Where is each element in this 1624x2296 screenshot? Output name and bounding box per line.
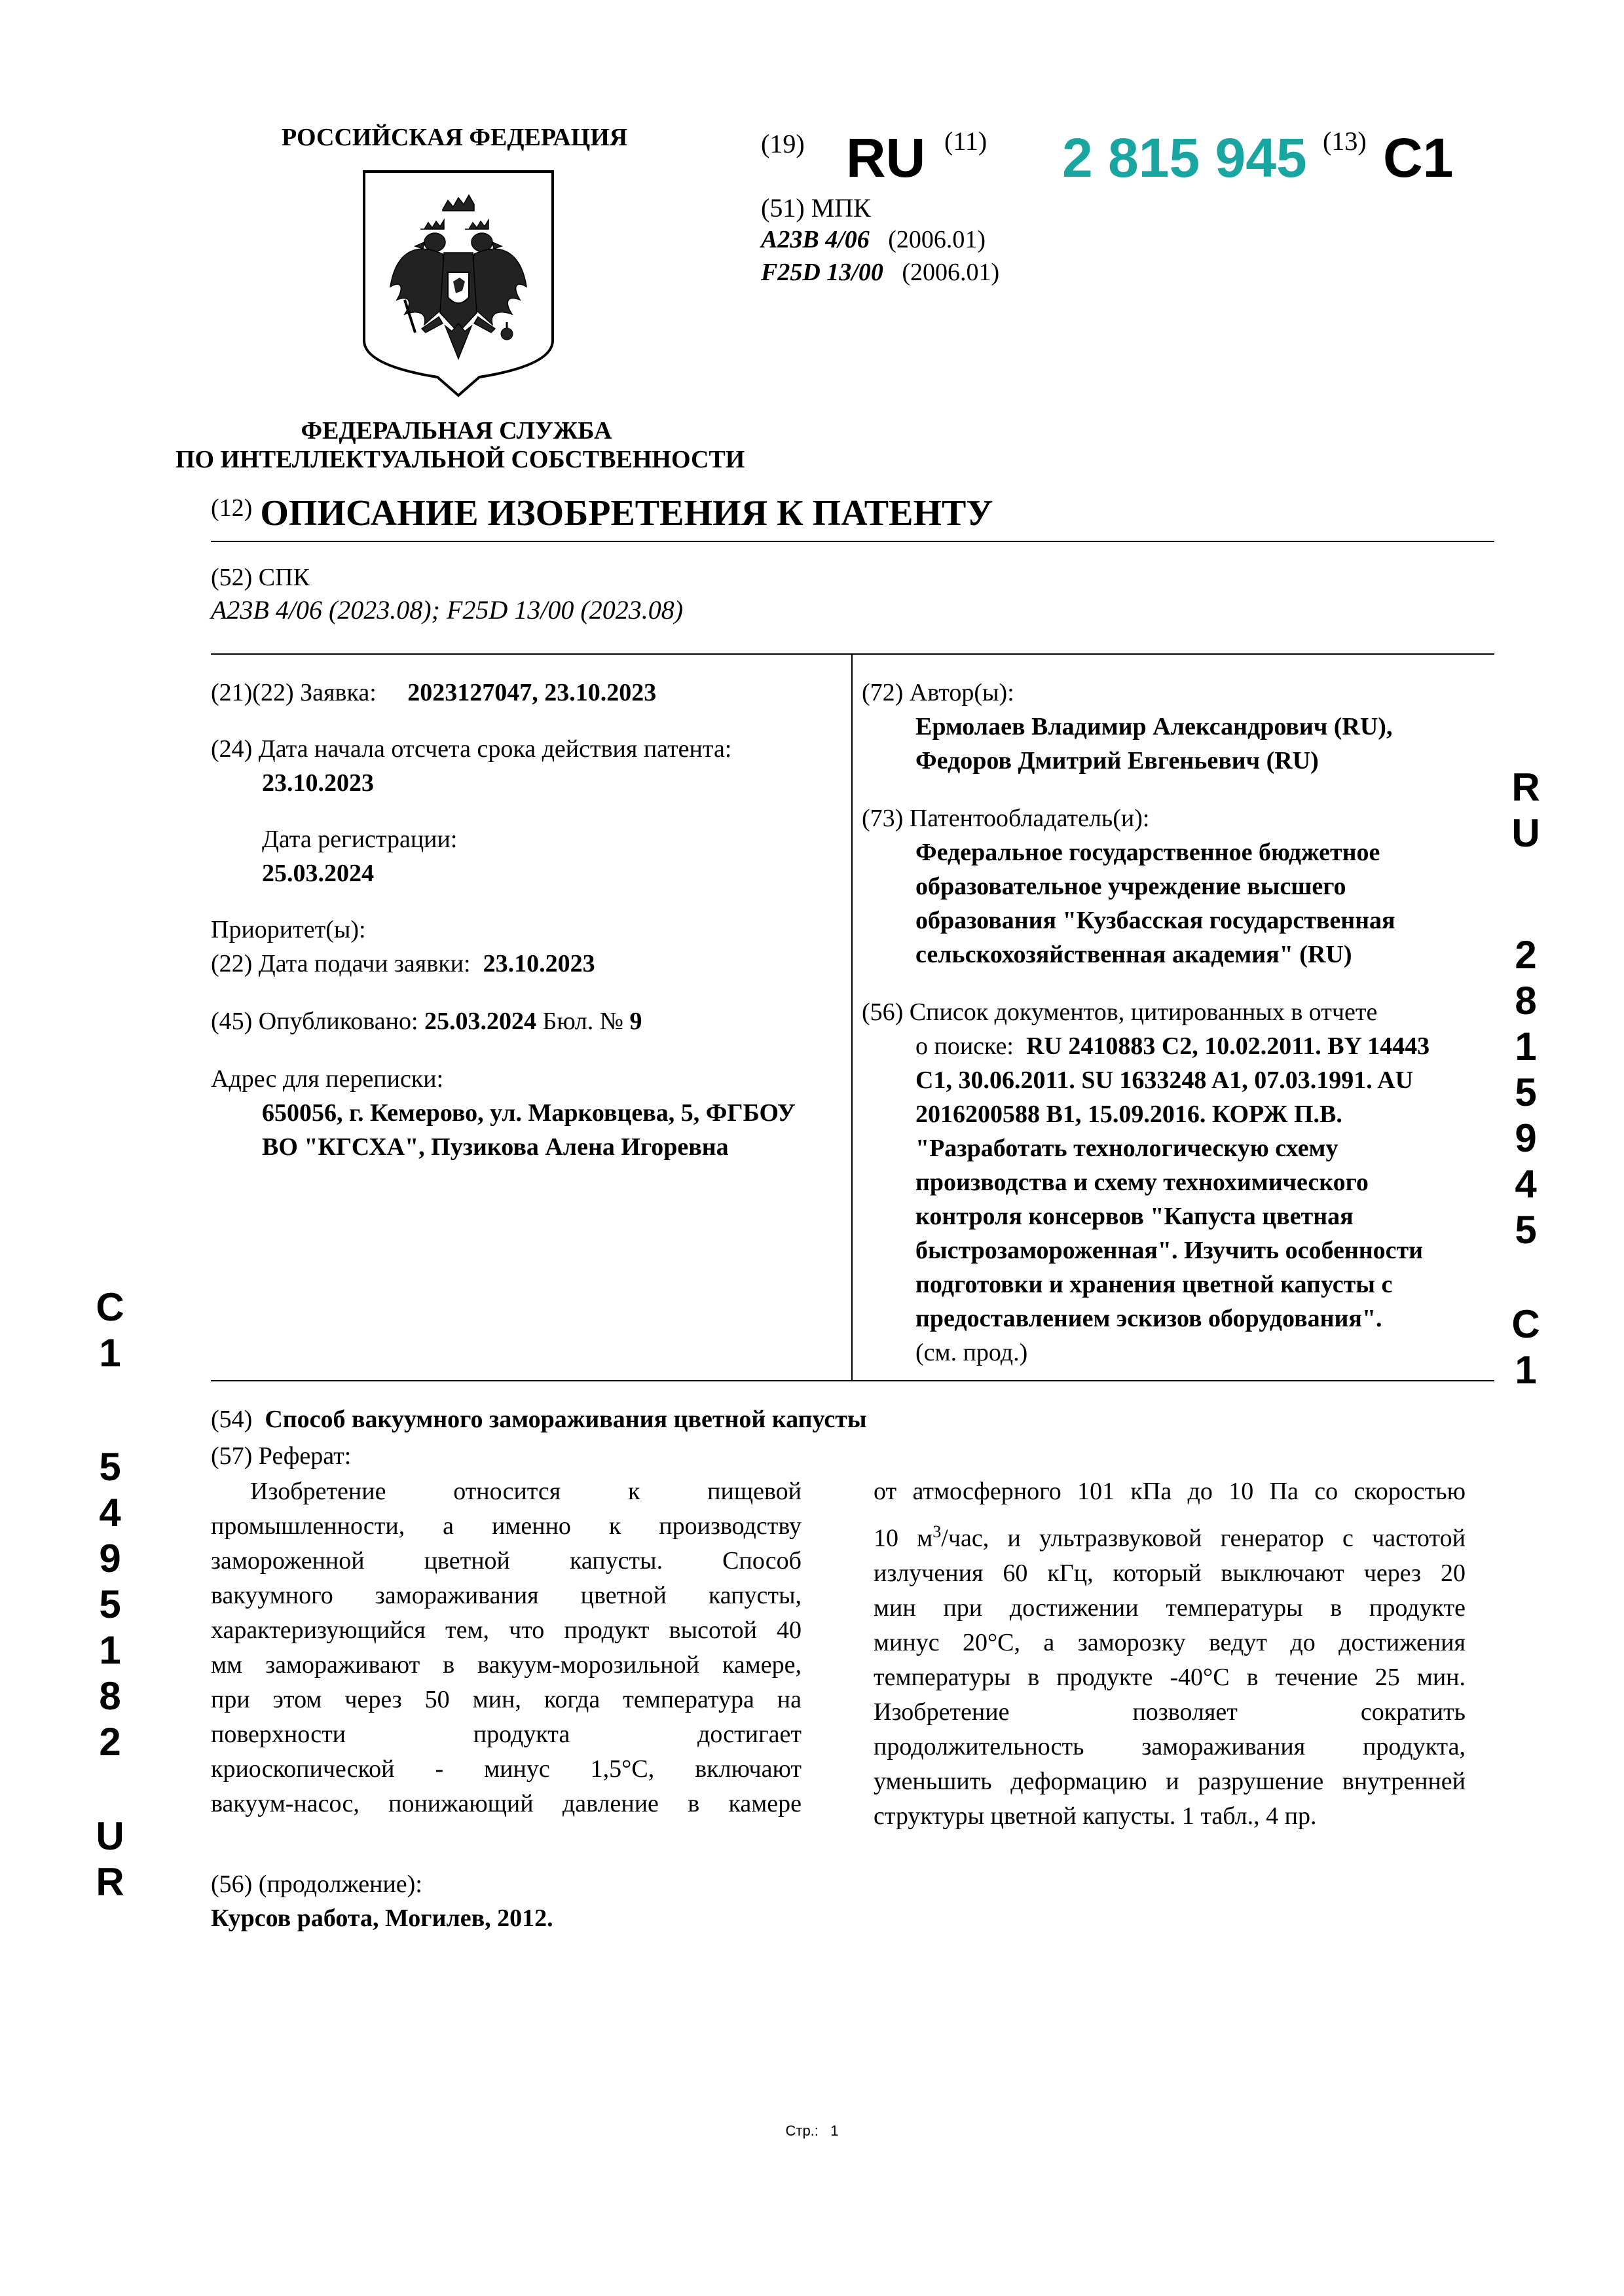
abstract-line: при этом через 50 мин, когда температура на — [211, 1686, 802, 1713]
abstract-line: структуры цветной капусты. 1 табл., 4 пр. — [874, 1802, 1317, 1830]
term-start-label: (24) Дата начала отсчета срока действия патента: — [211, 735, 732, 763]
ipc-label: (51) МПК — [761, 193, 871, 223]
inid-code-54: (54) — [211, 1406, 253, 1433]
document-title — [211, 492, 993, 534]
application-field — [211, 676, 656, 710]
abstract-line: мм замораживают в вакуум-морозильной камере, — [211, 1651, 802, 1679]
application-value: 2023127047, 23.10.2023 — [407, 679, 657, 706]
cpc-label: (52) СПК — [211, 564, 310, 591]
document-title-text: ОПИСАНИЕ ИЗОБРЕТЕНИЯ К ПАТЕНТУ — [260, 493, 993, 534]
abstract-line: минус 20°С, а заморозку ведут до достижения — [874, 1628, 1466, 1656]
biblio-divider — [211, 1380, 1494, 1381]
cited-doc: RU 2410883 C2, 10.02.2011. BY 14443 — [1025, 1032, 1430, 1060]
registration-label: Дата регистрации: — [262, 826, 458, 853]
invention-title: Способ вакуумного замораживания цветной капусты — [265, 1406, 867, 1433]
ipc-entry — [761, 258, 999, 287]
abstract-line: промышленности, а именно к производству — [211, 1512, 802, 1540]
abstract-line: криоскопической - минус 1,5°С, включают — [211, 1755, 802, 1783]
column-separator — [851, 653, 853, 1380]
abstract-line: уменьшить деформацию и разрушение внутренней — [874, 1767, 1466, 1795]
side-code-char: 9 — [99, 1537, 121, 1580]
country-code: RU — [846, 127, 926, 189]
abstract-text: /час, и ультразвуковой генератор с частотой — [941, 1524, 1466, 1552]
registration-value: 25.03.2024 — [262, 860, 374, 887]
abstract-column-2 — [874, 1474, 1466, 1834]
side-code-char: 5 — [1515, 1070, 1537, 1114]
abstract-line: вакуум-насос, понижающий давление в камере — [211, 1790, 802, 1817]
country-name: РОССИЙСКАЯ ФЕДЕРАЦИЯ — [282, 124, 628, 151]
side-code-char: 2 — [99, 1720, 121, 1764]
holder-label: (73) Патентообладатель(и): — [862, 805, 1150, 832]
holder-line: сельскохозяйственная академия" (RU) — [915, 941, 1352, 968]
abstract-column-1 — [211, 1474, 802, 1821]
side-code-char: 5 — [99, 1582, 121, 1626]
cited-label: (56) Список документов, цитированных в отчете — [862, 998, 1378, 1026]
ipc-code: A23B 4/06 — [761, 226, 870, 253]
abstract-label: (57) Реферат: — [211, 1442, 352, 1470]
term-start-value: 23.10.2023 — [262, 769, 374, 797]
abstract-line: излучения 60 кГц, который выключают через 20 — [874, 1559, 1466, 1587]
side-code-char: R — [1511, 765, 1540, 809]
side-code-char: 9 — [1515, 1116, 1537, 1160]
abstract-line: от атмосферного 101 кПа до 10 Па со скоростью — [874, 1478, 1466, 1505]
side-code-char: 1 — [1515, 1348, 1537, 1392]
inid-code-19: (19) — [761, 129, 805, 158]
continuation-value: Курсов работа, Могилев, 2012. — [211, 1904, 553, 1932]
cpc-value: A23B 4/06 (2023.08); F25D 13/00 (2023.08) — [211, 595, 684, 625]
side-code-char: U — [1511, 811, 1540, 855]
cited-doc: "Разработать технологическую схему — [915, 1135, 1338, 1162]
continuation-label: (56) (продолжение): — [211, 1870, 422, 1898]
side-code-char: 5 — [99, 1445, 121, 1489]
address-label: Адрес для переписки: — [211, 1065, 444, 1093]
side-code-char: C — [96, 1285, 124, 1329]
side-code-char: R — [96, 1860, 124, 1904]
side-code-char: 1 — [1515, 1025, 1537, 1068]
abstract-line: характеризующийся тем, что продукт высотой 40 — [211, 1616, 802, 1644]
inid-code-11: (11) — [944, 126, 987, 156]
service-name-line2: ПО ИНТЕЛЛЕКТУАЛЬНОЙ СОБСТВЕННОСТИ — [175, 446, 745, 473]
side-code-char: C — [1511, 1302, 1540, 1346]
side-code-char: 4 — [99, 1491, 121, 1535]
bulletin-label: Бюл. № — [542, 1008, 623, 1035]
abstract-line: Изобретение относится к пищевой — [250, 1478, 802, 1505]
author-name: Ермолаев Владимир Александрович (RU), — [915, 713, 1393, 740]
holder-line: образовательное учреждение высшего — [915, 873, 1346, 900]
inid-code-13: (13) — [1323, 126, 1367, 156]
abstract-line: продолжительность замораживания продукта, — [874, 1732, 1466, 1760]
page-footer — [0, 2123, 1624, 2140]
cited-doc: C1, 30.06.2011. SU 1633248 A1, 07.03.1991. AU — [915, 1066, 1414, 1094]
invention-title-field — [211, 1402, 867, 1436]
ipc-entry — [761, 225, 986, 254]
ipc-version: (2006.01) — [888, 226, 986, 253]
cited-label-cont: о поиске: — [915, 1032, 1014, 1060]
filing-date-field — [211, 947, 595, 981]
coat-of-arms-russia-icon — [361, 169, 555, 398]
authors-label: (72) Автор(ы): — [862, 679, 1014, 706]
page-number: 1 — [830, 2123, 839, 2139]
superscript: 3 — [932, 1522, 942, 1541]
cited-continued: (см. прод.) — [915, 1339, 1028, 1366]
cited-doc: быстрозамороженная". Изучить особенности — [915, 1237, 1424, 1264]
ipc-version: (2006.01) — [902, 259, 1000, 286]
side-code-char: U — [96, 1814, 124, 1858]
side-code-char: 8 — [1515, 979, 1537, 1023]
cited-doc: производства и схему технохимического — [915, 1169, 1369, 1196]
patent-number: 2 815 945 — [1062, 127, 1307, 189]
published-field — [211, 1004, 642, 1038]
address-line: ВО "КГСХА", Пузикова Алена Игоревна — [262, 1133, 729, 1161]
published-label: (45) Опубликовано: — [211, 1008, 418, 1035]
inid-code-12: (12) — [211, 494, 253, 522]
page-label: Стр.: — [785, 2123, 819, 2139]
author-name: Федоров Дмитрий Евгеньевич (RU) — [915, 747, 1319, 774]
abstract-text: 10 м — [874, 1524, 933, 1552]
cpc-divider — [211, 653, 1494, 655]
holder-line: Федеральное государственное бюджетное — [915, 839, 1380, 866]
kind-code: C1 — [1383, 127, 1454, 189]
published-value: 25.03.2024 — [424, 1008, 537, 1035]
application-label: (21)(22) Заявка: — [211, 679, 377, 706]
cited-first-line — [915, 1029, 1430, 1063]
ipc-code: F25D 13/00 — [761, 259, 883, 286]
bulletin-value: 9 — [629, 1008, 642, 1035]
side-code-char: 1 — [99, 1628, 121, 1672]
abstract-line: мин при достижении температуры в продукте — [874, 1594, 1466, 1622]
filing-label: (22) Дата подачи заявки: — [211, 950, 471, 977]
cited-doc: контроля консервов "Капуста цветная — [915, 1203, 1354, 1230]
abstract-line: поверхности продукта достигает — [211, 1721, 802, 1748]
address-line: 650056, г. Кемерово, ул. Марковцева, 5, ФГБОУ — [262, 1099, 796, 1127]
priority-label: Приоритет(ы): — [211, 916, 366, 943]
side-code-char: 4 — [1515, 1162, 1537, 1206]
abstract-line: температуры в продукте -40°С в течение 25 мин. — [874, 1663, 1466, 1691]
abstract-line: вакуумного замораживания цветной капусты, — [211, 1582, 802, 1609]
cited-doc: подготовки и хранения цветной капусты с — [915, 1271, 1393, 1298]
holder-line: образования "Кузбасская государственная — [915, 907, 1395, 934]
title-divider — [211, 541, 1494, 542]
service-name-line1: ФЕДЕРАЛЬНАЯ СЛУЖБА — [301, 417, 612, 445]
abstract-line: замороженной цветной капусты. Способ — [211, 1547, 802, 1575]
abstract-line: Изобретение позволяет сократить — [874, 1698, 1466, 1726]
cited-doc: 2016200588 B1, 15.09.2016. КОРЖ П.В. — [915, 1101, 1342, 1128]
abstract-line — [874, 1514, 1466, 1556]
side-code-char: 5 — [1515, 1208, 1537, 1252]
side-code-char: 8 — [99, 1674, 121, 1718]
side-code-char: 2 — [1515, 933, 1537, 977]
cited-doc: предоставлением эскизов оборудования". — [915, 1305, 1382, 1332]
filing-value: 23.10.2023 — [483, 950, 595, 977]
side-code-char: 1 — [99, 1331, 121, 1375]
